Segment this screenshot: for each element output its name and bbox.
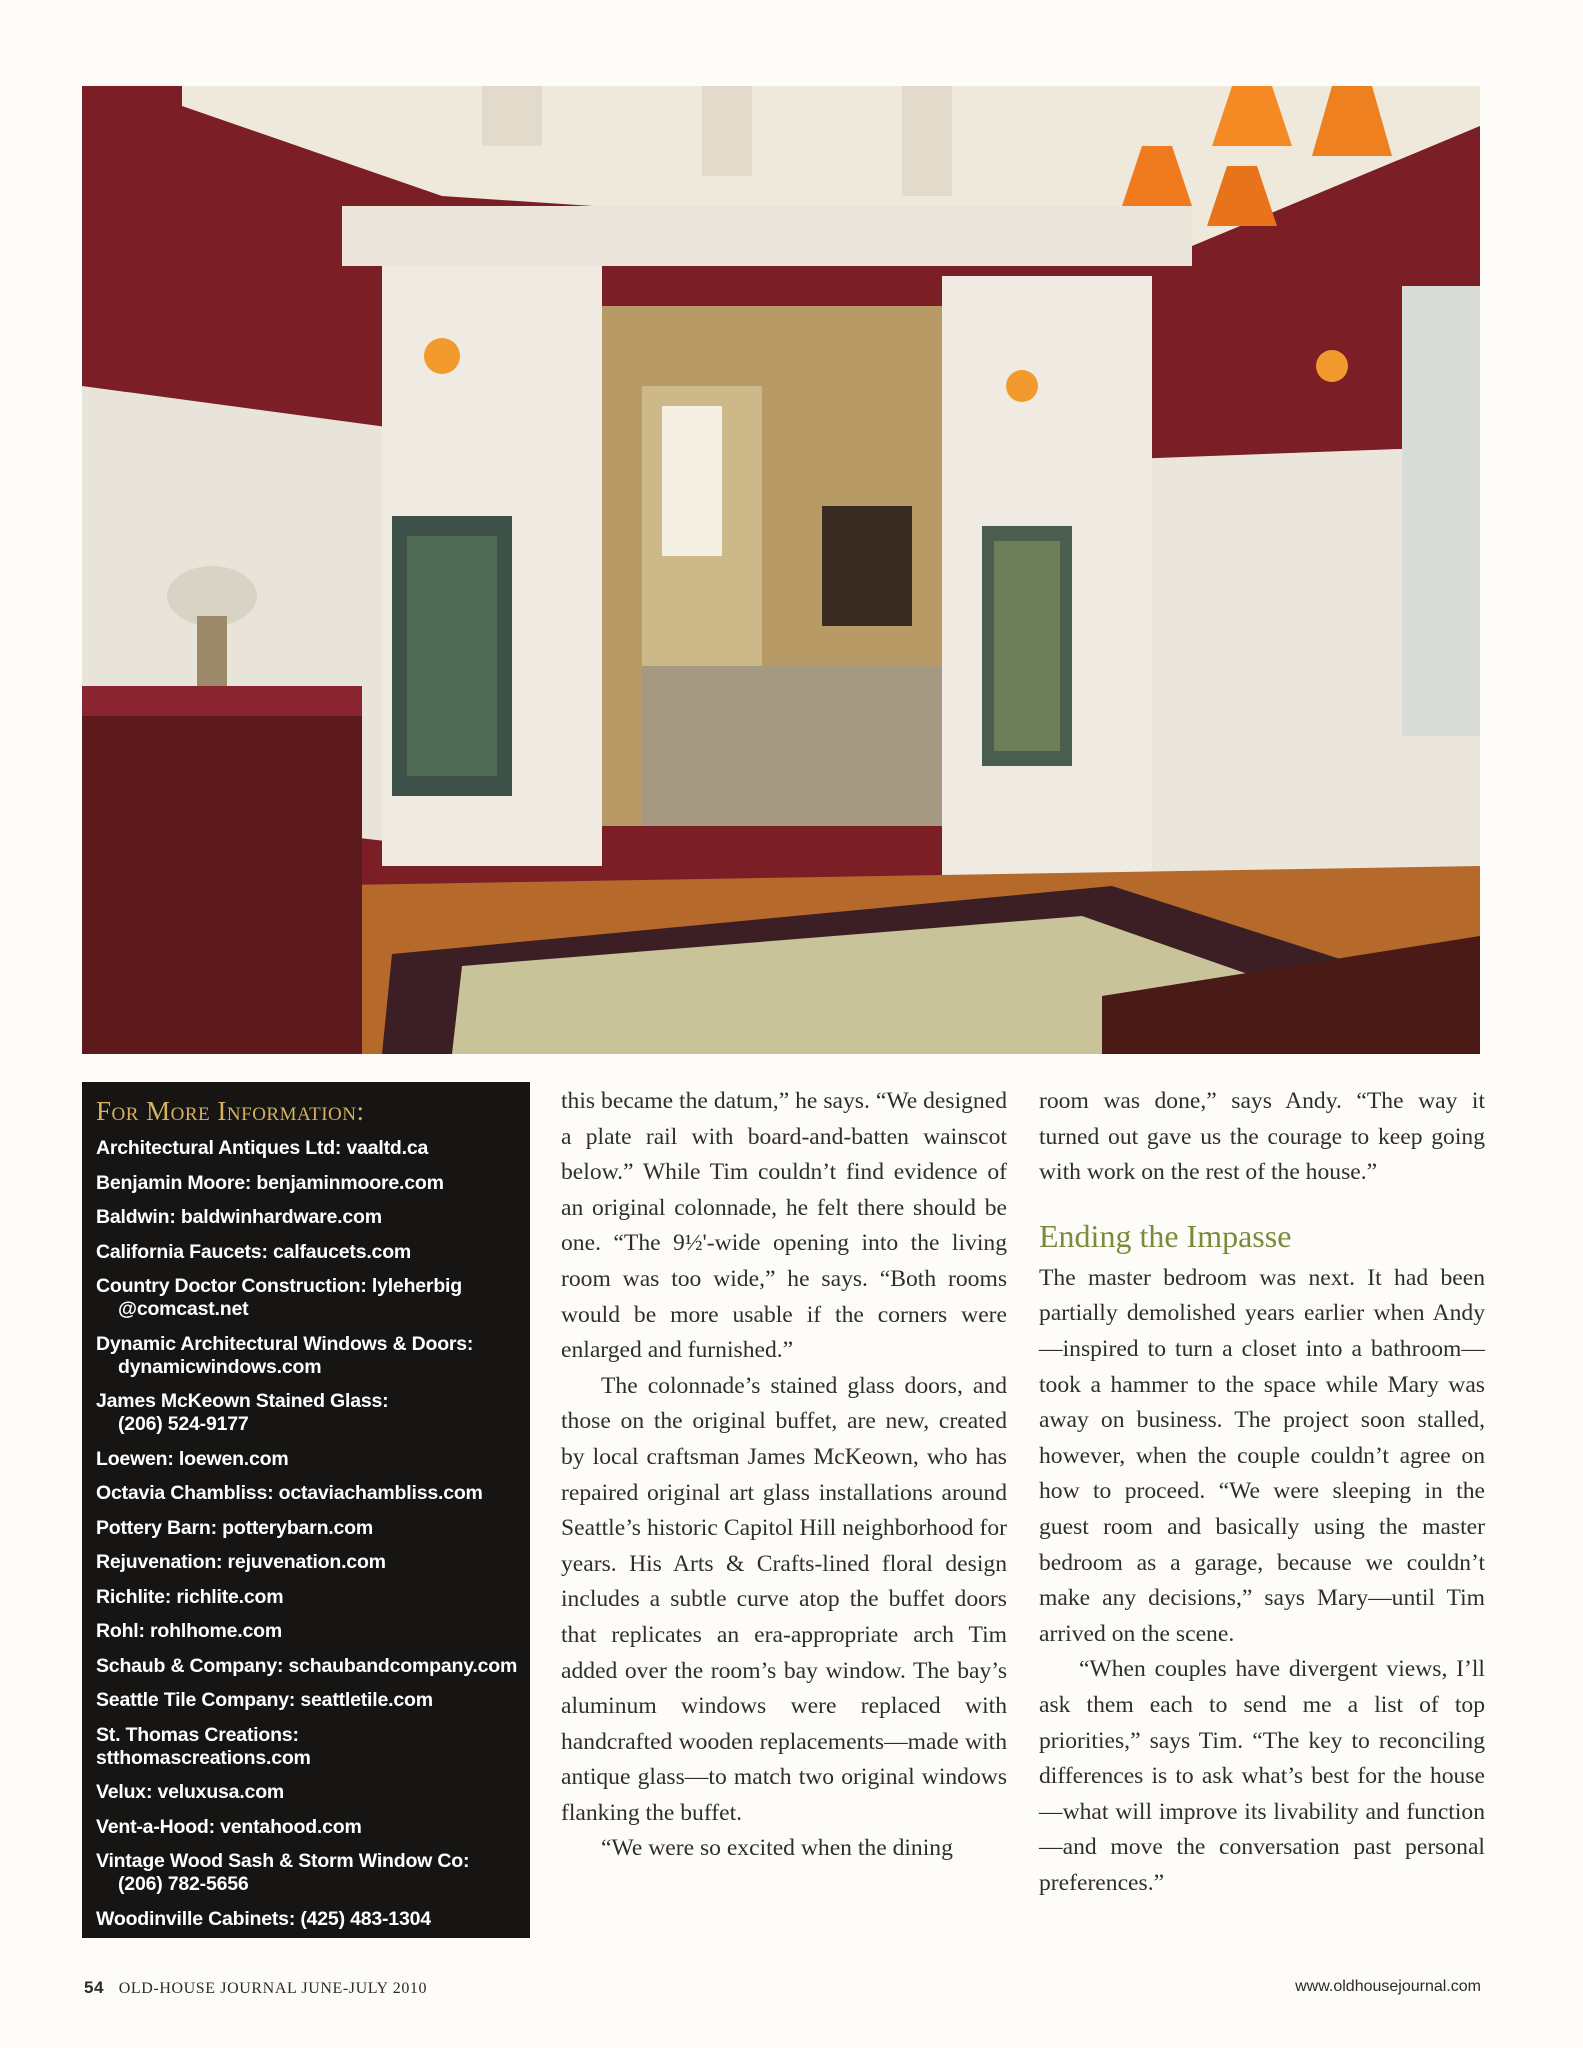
resource-list: [96, 1137, 518, 1931]
paragraph: The colonnade’s stained glass doors, and those on the original buffet, are new, created by local craftsman James McKeown, who has repaired original art glass installations around Seattle’s historic Capitol Hill neighborhood for years. His Arts & Crafts-lined floral design includes a subtle curve atop the buffet doors that replicates an era-appropriate arch Tim added over the room’s bay window. The bay’s aluminum windows were replaced with handcrafted wooden replacements—made with antique glass—to match two original windows flanking the buffet.: [561, 1372, 1007, 1826]
resource-item: [96, 1333, 518, 1379]
for-more-information-box: [82, 1082, 530, 1938]
resource-item: Rohl: rohlhome.com: [96, 1620, 282, 1642]
website-url: www.oldhousejournal.com: [1295, 1978, 1481, 1995]
paragraph: “When couples have divergent views, I’ll ask them each to send me a list of top priorities,” says Tim. “The key to reconciling differences is to ask what’s best for the house—what will improve its livability and function—and move the conversation past personal preferences.”: [1039, 1656, 1485, 1896]
section-subhead: Ending the Impasse: [1039, 1217, 1292, 1254]
resource-item: Loewen: loewen.com: [96, 1447, 289, 1470]
resource-item: Octavia Chambliss: octaviachambliss.com: [96, 1482, 483, 1504]
page-number: 54: [84, 1978, 105, 1997]
resource-item: Woodinville Cabinets: (425) 483-1304: [96, 1907, 431, 1930]
resource-item-line: Vintage Wood Sash & Storm Window Co:: [96, 1850, 470, 1872]
article-column-2: [1039, 1084, 1485, 1901]
publication-name: OLD-HOUSE JOURNAL JUNE-JULY 2010: [118, 1980, 428, 1997]
resource-item: Rejuvenation: rejuvenation.com: [96, 1551, 386, 1573]
resource-item: Schaub & Company: schaubandcompany.com: [96, 1654, 518, 1677]
resource-item-line: (206) 782-5656: [118, 1873, 249, 1895]
resource-item: Vent-a-Hood: ventahood.com: [96, 1815, 362, 1838]
resource-item-line: dynamicwindows.com: [118, 1355, 322, 1378]
info-box-title: For More Information:: [96, 1096, 365, 1126]
resource-item-line: James McKeown Stained Glass:: [96, 1390, 389, 1412]
resource-item: Velux: veluxusa.com: [96, 1781, 285, 1803]
paragraph: “We were so excited when the dining: [601, 1835, 953, 1862]
resource-item-line: @comcast.net: [118, 1298, 249, 1320]
resource-item: Baldwin: baldwinhardware.com: [96, 1206, 382, 1228]
resource-item: Pottery Barn: potterybarn.com: [96, 1516, 373, 1539]
article-column-1: [561, 1084, 1007, 1867]
resource-item: Benjamin Moore: benjaminmoore.com: [96, 1171, 444, 1194]
resource-item-line: Country Doctor Construction: lyleherbig: [96, 1275, 462, 1297]
resource-item: [96, 1390, 518, 1436]
resource-item: California Faucets: calfaucets.com: [96, 1240, 412, 1263]
resource-item: St. Thomas Creations: stthomascreations.com: [96, 1723, 311, 1769]
resource-item: Architectural Antiques Ltd: vaaltd.ca: [96, 1137, 429, 1159]
resource-item: [96, 1275, 518, 1321]
resource-item-line: (206) 524-9177: [118, 1413, 249, 1435]
dining-room-photo: [82, 86, 1480, 1054]
resource-item: [96, 1850, 518, 1896]
page-folio: [84, 1978, 427, 1998]
resource-item: Richlite: richlite.com: [96, 1585, 284, 1608]
paragraph: The master bedroom was next. It had been partially demolished years earlier when Andy—inspired to turn a closet into a bathroom—took a hammer to the space while Mary was away on business. The project soon stalled, however, when the couple couldn’t agree on how to proceed. “We were sleeping in the guest room and basically using the master bedroom as a garage, because we couldn’t make any decisions,” says Mary—until Tim arrived on the scene.: [1039, 1264, 1485, 1647]
resource-item: Seattle Tile Company: seattletile.com: [96, 1689, 433, 1711]
dining-room-illustration: [82, 86, 1480, 1054]
resource-item-line: Dynamic Architectural Windows & Doors:: [96, 1332, 474, 1355]
paragraph: this became the datum,” he says. “We designed a plate rail with board-and-batten wainscot below.” While Tim couldn’t find evidence of an original colonnade, he felt there should be one. “The 9½'-wide opening into the living room was too wide,” he says. “Both rooms would be more usable if the corners were enlarged and furnished.”: [561, 1088, 1007, 1364]
paragraph: room was done,” says Andy. “The way it turned out gave us the courage to keep going with work on the rest of the house.”: [1039, 1088, 1485, 1186]
